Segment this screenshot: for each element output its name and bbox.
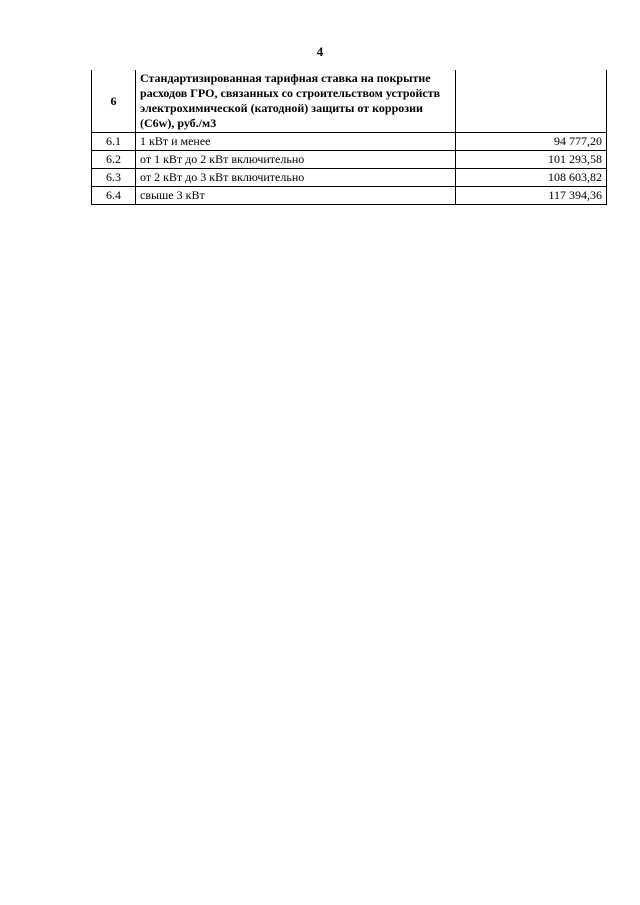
- section-value: [456, 70, 607, 133]
- row-value: 101 293,58: [456, 151, 607, 169]
- row-value: 117 394,36: [456, 187, 607, 205]
- section-number: 6: [92, 70, 136, 133]
- table-row: [92, 187, 607, 205]
- row-number: 6.2: [92, 151, 136, 169]
- tariff-table: [91, 70, 607, 205]
- row-label: 1 кВт и менее: [136, 133, 456, 151]
- table-section-header-row: [92, 70, 607, 133]
- page-number: 4: [316, 44, 324, 59]
- section-title: Стандартизированная тарифная ставка на покрытие расходов ГРО, связанных со строительством устройств электрохимической (катодной) защиты от коррозии (С6w), руб./м3: [136, 70, 456, 133]
- table-row: [92, 151, 607, 169]
- row-value: 94 777,20: [456, 133, 607, 151]
- row-number: 6.4: [92, 187, 136, 205]
- row-label: свыше 3 кВт: [136, 187, 456, 205]
- row-label: от 1 кВт до 2 кВт включительно: [136, 151, 456, 169]
- table-row: [92, 133, 607, 151]
- row-value: 108 603,82: [456, 169, 607, 187]
- table-row: [92, 169, 607, 187]
- row-number: 6.3: [92, 169, 136, 187]
- row-number: 6.1: [92, 133, 136, 151]
- row-label: от 2 кВт до 3 кВт включительно: [136, 169, 456, 187]
